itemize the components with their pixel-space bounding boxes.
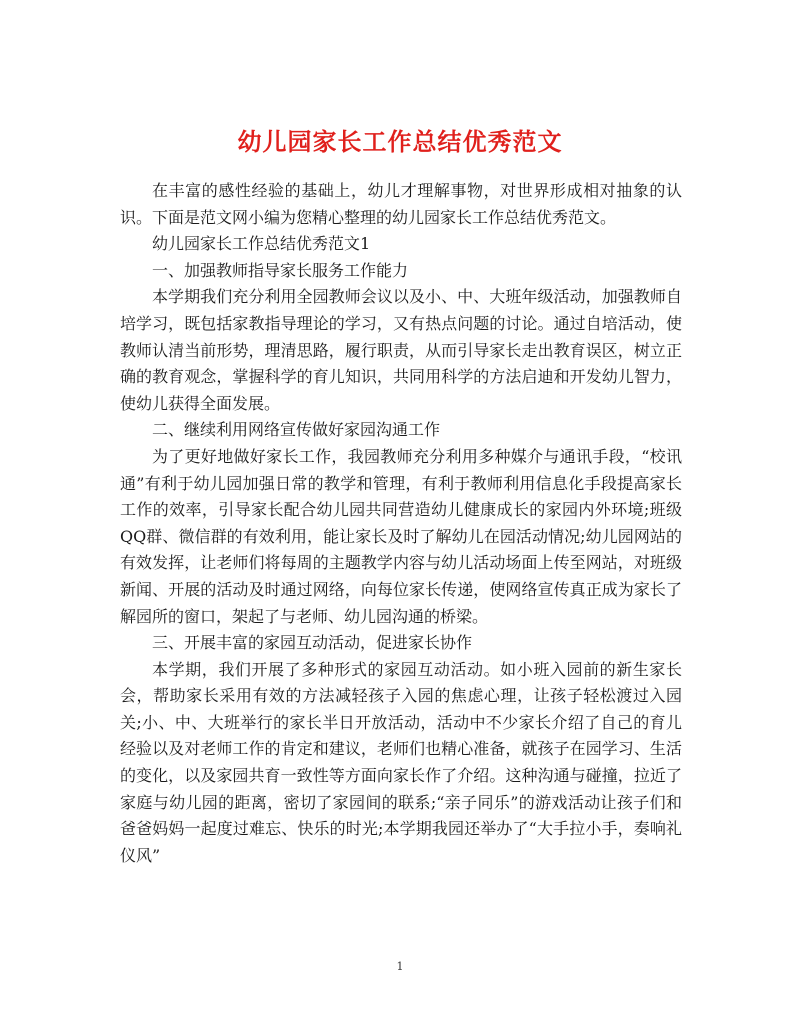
section-heading-3: 三、开展丰富的家园互动活动，促进家长协作 — [152, 633, 473, 653]
section-heading-main: 幼儿园家长工作总结优秀范文1 — [152, 234, 371, 254]
document-body — [120, 178, 682, 869]
section-1-paragraph: 本学期我们充分利用全园教师会议以及小、中、大班年级活动，加强教师自培学习，既包括家教指导理论的学习，又有热点问题的讨论。通过自培活动，使教师认清当前形势，理清思路，履行职责，从而引导家长走出教育误区，树立正确的教育观念，掌握科学的育儿知识，共同用科学的方法启迪和开发幼儿智力，使幼儿获得全面发展。 — [120, 287, 682, 413]
section-heading-2: 二、继续利用网络宣传做好家园沟通工作 — [152, 420, 441, 440]
section-2-paragraph: 为了更好地做好家长工作，我园教师充分利用多种媒介与通讯手段，“校讯通”有利于幼儿园加强日常的教学和管理，有利于教师利用信息化手段提高家长工作的效率，引导家长配合幼儿园共同营造幼儿健康成长的家园内外环境;班级QQ群、微信群的有效利用，能让家长及时了解幼儿在园活动情况;幼儿园网站的有效发挥，让老师们将每周的主题教学内容与幼儿活动场面上传至网站，对班级新闻、开展的活动及时通过网络，向每位家长传递，使网络宣传真正成为家长了解园所的窗口，架起了与老师、幼儿园沟通的桥梁。 — [120, 446, 682, 626]
section-heading-1: 一、加强教师指导家长服务工作能力 — [152, 260, 409, 280]
page-number: 1 — [396, 960, 404, 973]
intro-paragraph: 在丰富的感性经验的基础上，幼儿才理解事物，对世界形成相对抽象的认识。下面是范文网小编为您精心整理的幼儿园家长工作总结优秀范文。 — [120, 181, 682, 227]
document-title: 幼儿园家长工作总结优秀范文 — [237, 127, 563, 157]
section-3-paragraph: 本学期，我们开展了多种形式的家园互动活动。如小班入园前的新生家长会，帮助家长采用有效的方法减轻孩子入园的焦虑心理，让孩子轻松渡过入园关;小、中、大班举行的家长半日开放活动，活动中不少家长介绍了自己的育儿经验以及对老师工作的肯定和建议，老师们也精心准备，就孩子在园学习、生活的变化，以及家园共育一致性等方面向家长作了介绍。这种沟通与碰撞，拉近了家庭与幼儿园的距离，密切了家园间的联系;“亲子同乐”的游戏活动让孩子们和爸爸妈妈一起度过难忘、快乐的时光;本学期我园还举办了“大手拉小手，奏响礼仪风” — [120, 659, 682, 865]
